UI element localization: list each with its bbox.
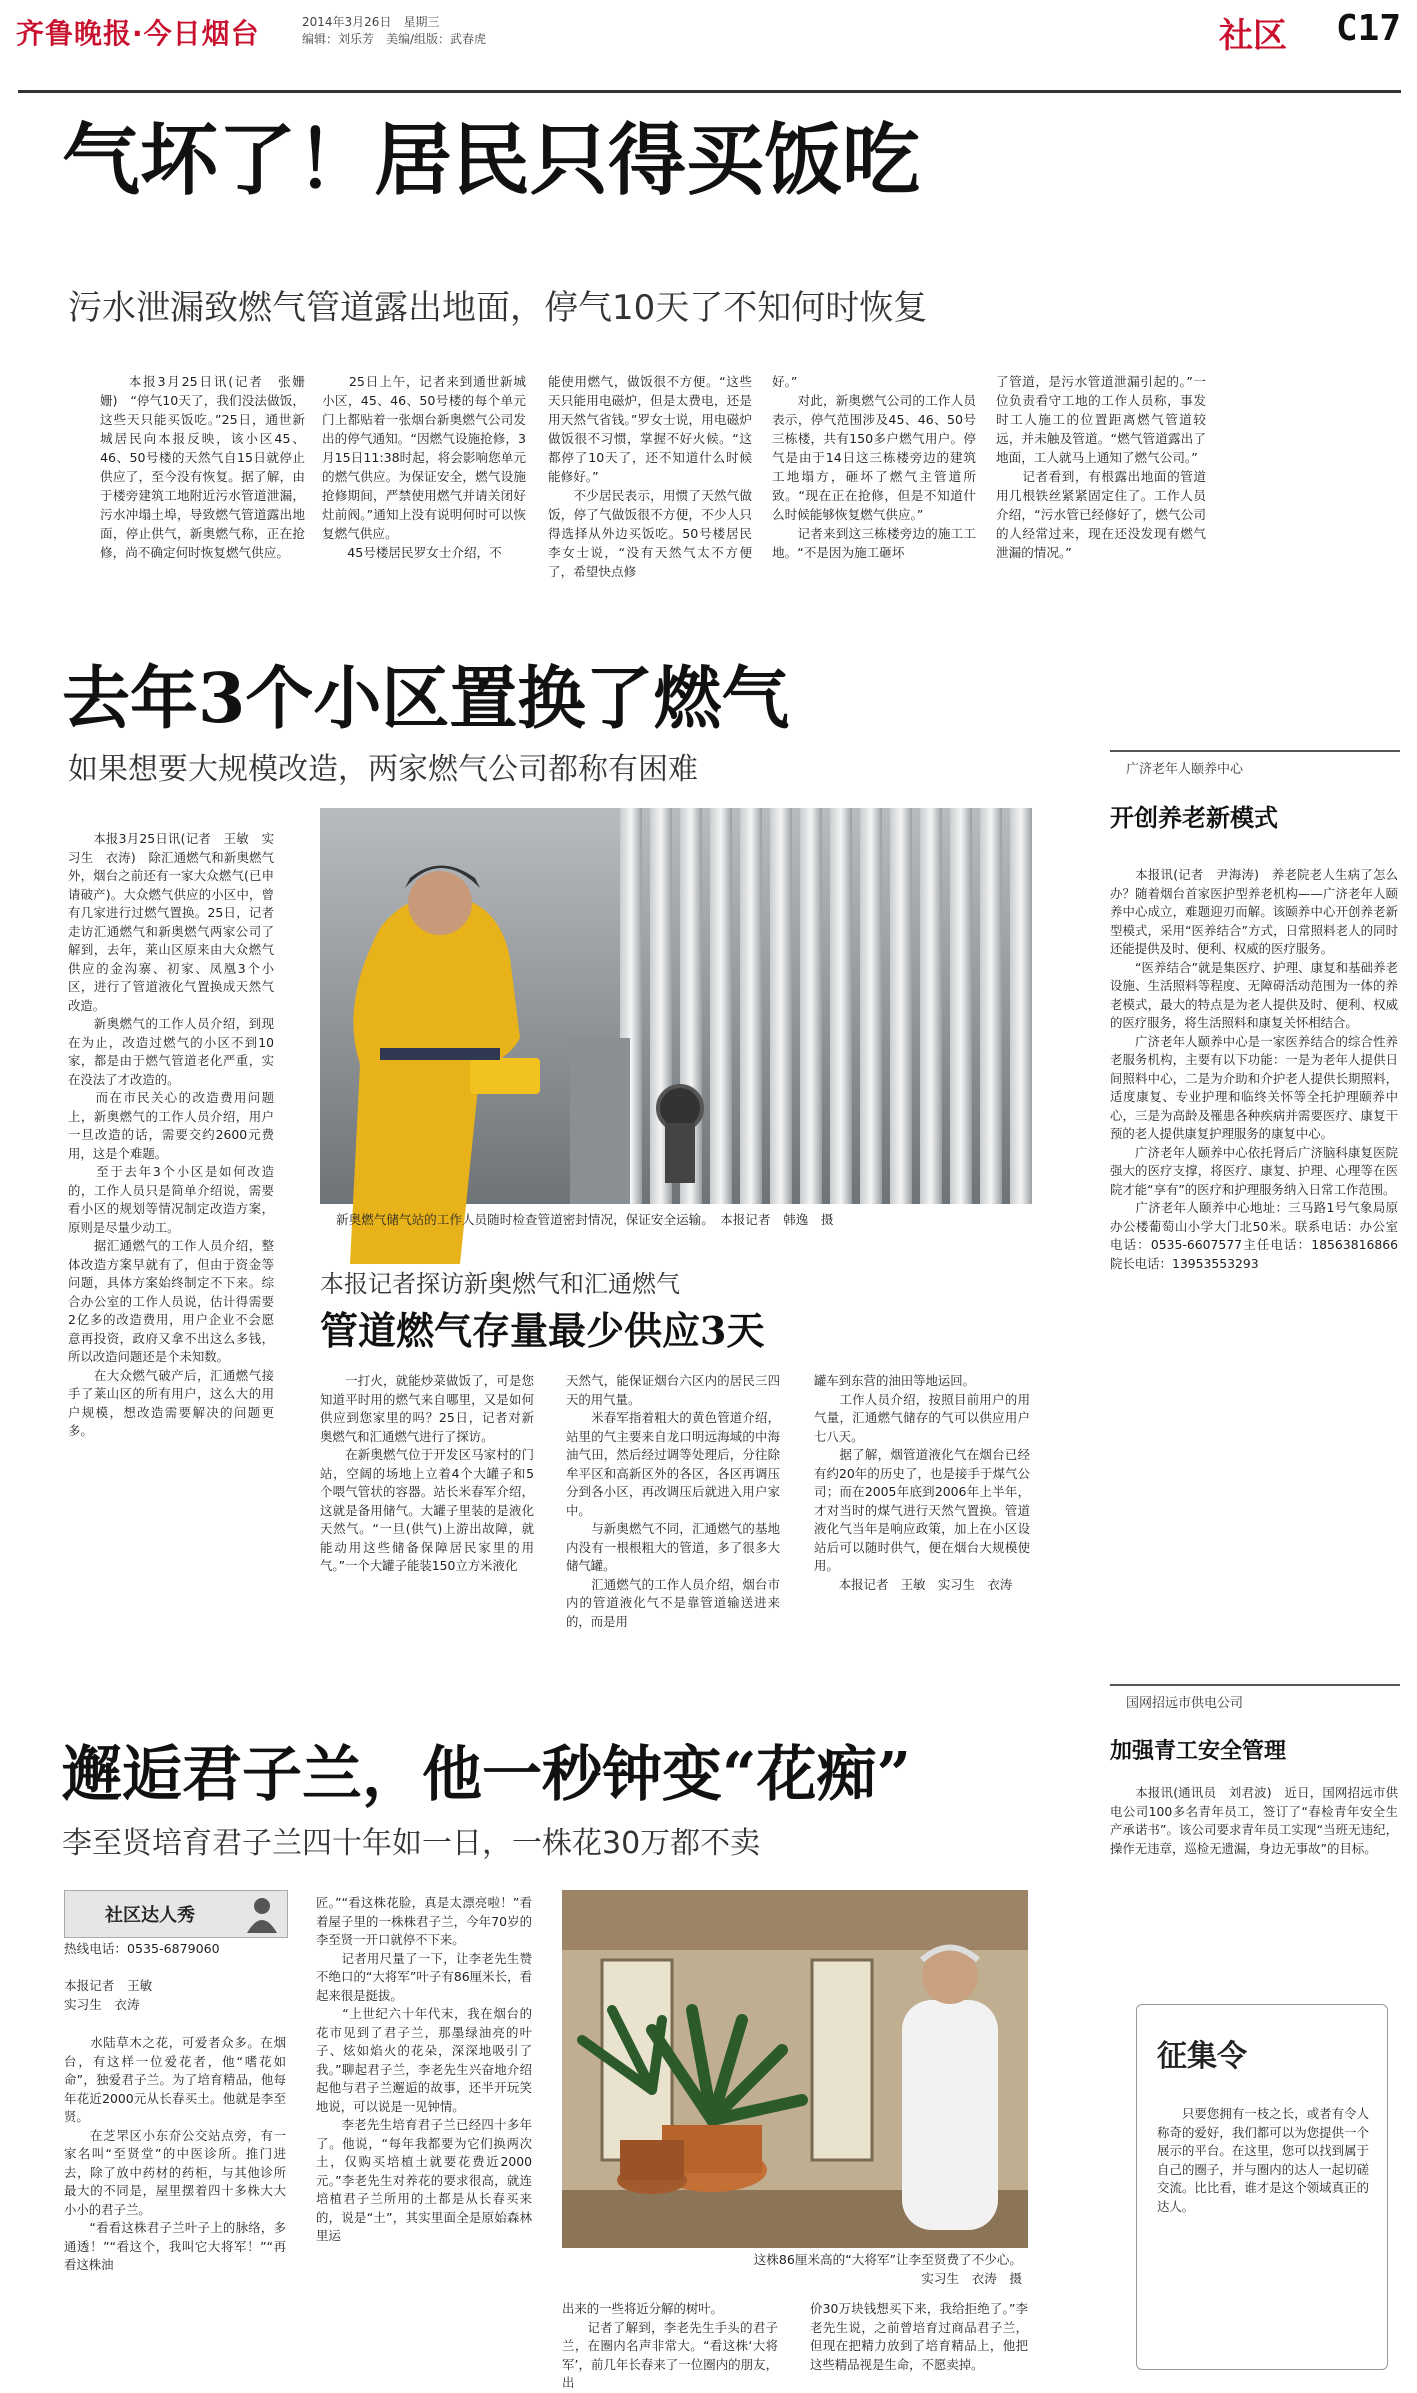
notice-body: 只要您拥有一枝之长，或者有令人称奇的爱好，我们都可以为您提供一个展示的平台。在这里，您可以找到属于自己的圈子，并与圈内的达人一起切磋交流。比比看，谁才是这个领域真正的达人。 [1157, 2106, 1369, 2214]
article2-col1: 本报3月25日讯(记者 王敏 实习生 衣涛) 除汇通燃气和新奥燃气外，烟台之前还有一家大众燃气(已申请破产)。大众燃气供应的小区中，曾有几家进行过燃气置换。25日，记者走访汇通燃气和新奥燃气两家公司了解到，去年，莱山区原来由大众燃气供应的金沟寨、初家、凤凰3个小区，进行了管道液化气置换成天然气改造。 新奥燃气的工作人员介绍，到现在为止，改造过燃气的小区不到10家，都是由于燃气管道老化严重，实在没法了才改造的。 而在市民关心的改造费用问题上，新奥燃气的工作人员介绍，用户一旦改造的话，需要交约2600元费用，这是个难题。 至于去年3个小区是如何改造的，工作人员只是简单介绍说，需要看小区的规划等情况制定改造方案，原则是尽量少动工。 据汇通燃气的工作人员介绍，整体改造方案早就有了，但由于资金等问题，具体方案始终制定不下来。综合办公室的工作人员说，估计得需要2亿多的改造费用，用户企业不会愿意再投资，政府又拿不出这么多钱，所以改造问题还是个未知数。 在大众燃气破产后，汇通燃气接手了莱山区的所有用户，这么大的用户规模，想改造需要解决的问题更多。 [68, 831, 274, 1438]
expert-badge [64, 1890, 288, 1938]
article2-kicker: 本报记者探访新奥燃气和汇通燃气 [320, 1270, 680, 1298]
issue-date: 2014年3月26日 星期三 [302, 15, 440, 29]
article1-col1: 本报3月25日讯(记者 张姗姗) “停气10天了，我们没法做饭，这些天只能买饭吃。”25日，通世新城居民向本报反映，该小区45、46、50号楼的天然气自15日就停止供应了，至今没有恢复。据了解，由于楼旁建筑工地附近污水管道泄漏，污水冲塌土埠，导致燃气管道露出地面，停止供气，新奥燃气称，正在抢修，尚不确定何时恢复燃气供应。 [100, 374, 305, 560]
orchid-photo [562, 1890, 1028, 2248]
sidebar2-title: 加强青工安全管理 [1110, 1738, 1287, 1764]
orchid-illustration [562, 1890, 1028, 2248]
sidebar1-label: 广济老年人颐养中心 [1126, 762, 1244, 777]
section-name: 社区 [1219, 16, 1287, 56]
article3-byline: 本报记者 王敏 实习生 衣涛 [64, 1978, 153, 2012]
article2-col2: 一打火，就能炒菜做饭了，可是您知道平时用的燃气来自哪里，又是如何供应到您家里的吗？25日，记者对新奥燃气和汇通燃气进行了探访。 在新奥燃气位于开发区马家村的门站，空阔的场地上立着4个大罐子和5个喂气管状的容器。站长米春军介绍，这就是备用储气。大罐子里装的是液化天然气。“一旦(供气)上游出故障，就能动用这些储备保障居民家里的用气。”一个大罐子能装150立方米液化 [320, 1373, 534, 1573]
article3-col1: 水陆草木之花，可爱者众多。在烟台，有这样一位爱花者，他“嗜花如命”，独爱君子兰。为了培育精品，他每年花近2000元从长春买土。他就是李至贤。 在芝罘区小东夼公交站点旁，有一家名叫“至贤堂”的中医诊所。推门进去，除了放中药材的药柜，与其他诊所最大的不同是，屋里摆着四十多株大大小小的君子兰。 “看看这株君子兰叶子上的脉络，多通透！”“看这个，我叫它大将军！”“再看这株油 [64, 2035, 286, 2272]
sidebar2-body: 本报讯(通讯员 刘君波) 近日，国网招远市供电公司100多名青年员工，签订了“春检青年安全生产承诺书”。该公司要求青年员工实现“当班无违纪，操作无违章，巡检无遗漏，身边无事故”的目标。 [1110, 1785, 1398, 1856]
article3-title: 邂逅君子兰，他一秒钟变“花痴” [62, 1740, 912, 1810]
article1-title: 气坏了！居民只得买饭吃 [62, 115, 921, 206]
article3-subtitle: 李至贤培育君子兰四十年如一日，一株花30万都不卖 [62, 1826, 761, 1861]
orchid-photo-caption: 这株86厘米高的“大将军”让李至贤费了不少心。 实习生 衣涛 摄 [753, 2252, 1022, 2286]
article2-subtitle: 如果想要大规模改造，两家燃气公司都称有困难 [68, 752, 698, 787]
gas-station-illustration [320, 808, 1032, 1204]
article3-col3: 出来的一些将近分解的树叶。 记者了解到，李老先生手头的君子兰，在圈内名声非常大。“看这株‘大将军’，前几年长春来了一位圈内的朋友，出 [562, 2301, 778, 2390]
expert-hotline: 热线电话：0535-6879060 [64, 1941, 220, 1956]
article1-col4: 好。” 对此，新奥燃气公司的工作人员表示，停气范围涉及45、46、50号三栋楼，共有150多户燃气用户。停气是由于14日这三栋楼旁边的建筑工地塌方，砸坏了燃气主管道所致。“现在正在抢修，但是不知道什么时候能够恢复燃气供应。” 记者来到这三栋楼旁边的施工工地。“不是因为施工砸坏 [772, 374, 976, 560]
issue-meta [302, 14, 486, 48]
sidebar2-rule [1110, 1684, 1400, 1686]
article3-col4: 价30万块钱想买下来，我给拒绝了。”李老先生说，之前曾培育过商品君子兰，但现在把精力放到了培育精品上，他把这些精品视是生命，不愿卖掉。 [810, 2301, 1028, 2372]
person-icon [245, 1895, 279, 1933]
article1-col5: 了管道，是污水管道泄漏引起的。”一位负责看守工地的工作人员称，事发时工人施工的位置距离燃气管道较远，并未触及管道。“燃气管道露出了地面，工人就马上通知了燃气公司。” 记者看到，有根露出地面的管道用几根铁丝紧紧固定住了。工作人员介绍，“污水管已经修好了，燃气公司的人经常过来，现在还没发现有燃气泄漏的情况。” [996, 374, 1206, 560]
gas-photo-caption: 新奥燃气储气站的工作人员随时检查管道密封情况，保证安全运输。 本报记者 韩逸 摄 [336, 1212, 834, 1227]
article2-headline: 管道燃气存量最少供应3天 [320, 1308, 765, 1353]
article1-col3: 能使用燃气，做饭很不方便。“这些天只能用电磁炉，但是太费电，还是用天然气省钱。”罗女士说，用电磁炉做饭很不习惯，掌握不好火候。“这都停了10天了，还不知道什么时候能修好。” 不少居民表示，用惯了天然气做饭，停了气做饭很不方便，不少人只得选择从外边买饭吃。50号楼居民李女士说，“没有天然气太不方便了，希望快点修 [548, 374, 752, 579]
article1-col2: 25日上午，记者来到通世新城小区，45、46、50号楼的每个单元门上都贴着一张烟台新奥燃气公司发出的停气通知。“因燃气设施抢修，3月15日11:38时起，将会影响您单元的燃气供应。为保证安全，燃气设施抢修期间，严禁使用燃气并请关闭好灶前阀。”通知上没有说明何时可以恢复燃气供应。 45号楼居民罗女士介绍，不 [322, 374, 526, 560]
gas-station-photo [320, 808, 1032, 1204]
newspaper-brand: 齐鲁晚报·今日烟台 [16, 17, 260, 50]
article2-title: 去年3个小区置换了燃气 [62, 659, 790, 739]
article1-subtitle: 污水泄漏致燃气管道露出地面，停气10天了不知何时恢复 [68, 288, 928, 328]
page-number: C17 [1335, 8, 1401, 49]
issue-editor: 编辑：刘乐芳 美编/组版：武春虎 [302, 32, 487, 46]
notice-card [1136, 2004, 1388, 2370]
article2-col4: 罐车到东营的油田等地运回。 工作人员介绍，按照目前用户的用气量，汇通燃气储存的气可以供应用户七八天。 据了解，烟管道液化气在烟台已经有约20年的历史了，也是接手于煤气公司；而在2005年底到2006年上半年，才对当时的煤气进行天然气置换。管道液化气当年是响应政策，加上在小区设站后可以随时供气，便在烟台大规模使用。 本报记者 王敏 实习生 衣涛 [814, 1373, 1030, 1592]
sidebar2-label: 国网招远市供电公司 [1126, 1696, 1244, 1711]
header-rule [18, 90, 1401, 93]
expert-badge-title: 社区达人秀 [105, 1905, 195, 1926]
sidebar1-rule [1110, 750, 1400, 752]
article2-col3: 天然气，能保证烟台六区内的居民三四天的用气量。 米春军指着粗大的黄色管道介绍，站里的气主要来自龙口明远海域的中海油气田，然后经过调等处理后，分往除牟平区和高新区外的各区，各区再调压分到各小区，再改调压后就进入用户家中。 与新奥燃气不同，汇通燃气的基地内没有一根根粗大的管道，多了很多大储气罐。 汇通燃气的工作人员介绍，烟台市内的管道液化气不是靠管道输送进来的，而是用 [566, 1373, 780, 1629]
notice-title: 征集令 [1157, 2039, 1247, 2074]
sidebar1-body: 本报讯(记者 尹海涛) 养老院老人生病了怎么办？随着烟台首家医护型养老机构——广济老年人颐养中心成立，难题迎刃而解。该颐养中心开创养老新型模式，采用“医养结合”方式，日常照料老人的同时还能提供及时、便利、权威的医疗服务。 “医养结合”就是集医疗、护理、康复和基础养老设施、生活照料等程度、无障碍活动范围为一体的养老模式，最大的特点是为老人提供及时、便利、权威的医疗服务，将生活照料和康复关怀相结合。 广济老年人颐养中心是一家医养结合的综合性养老服务机构，主要有以下功能：一是为老年人提供日间照料中心，二是为介助和介护老人提供长期照料，适度康复、专业护理和临终关怀等全托护理颐养中心，三是为高龄及罹患各种疾病并需要医疗、康复干预的老人提供康复护理服务的康复中心。 广济老年人颐养中心依托肾后广济脑科康复医院强大的医疗支撑，将医疗、康复、护理、心理等在医院才能“享有”的医疗和护理服务纳入日常工作范围。 广济老年人颐养中心地址：三马路1号气象局原办公楼葡萄山小学大门北50米。联系电话：办公室电话：0535-6607577主任电话：18563816866 院长电话：13953553293 [1110, 867, 1398, 1271]
article3-col2: 匠。”“看这株花脸，真是太漂亮啦！”看着屋子里的一株株君子兰，今年70岁的李至贤一开口就停不下来。 记者用尺量了一下，让李老先生赞不绝口的“大将军”叶子有86厘米长，看起来很是挺拔。 “上世纪六十年代末，我在烟台的花市见到了君子兰，那墨绿油亮的叶子、炫如焰火的花朵，深深地吸引了我。”聊起君子兰，李老先生兴奋地介绍起他与君子兰邂逅的故事，还半开玩笑地说，可以说是一见钟情。 李老先生培育君子兰已经四十多年了。他说，“每年我都要为它们换两次土，仅购买培植土就要花费近2000元。”李老先生对养花的要求很高，就连培植君子兰所用的土都是从长春买来的，说是“土”，其实里面全是原始森林里运 [316, 1895, 532, 2243]
sidebar1-title: 开创养老新模式 [1110, 803, 1278, 832]
